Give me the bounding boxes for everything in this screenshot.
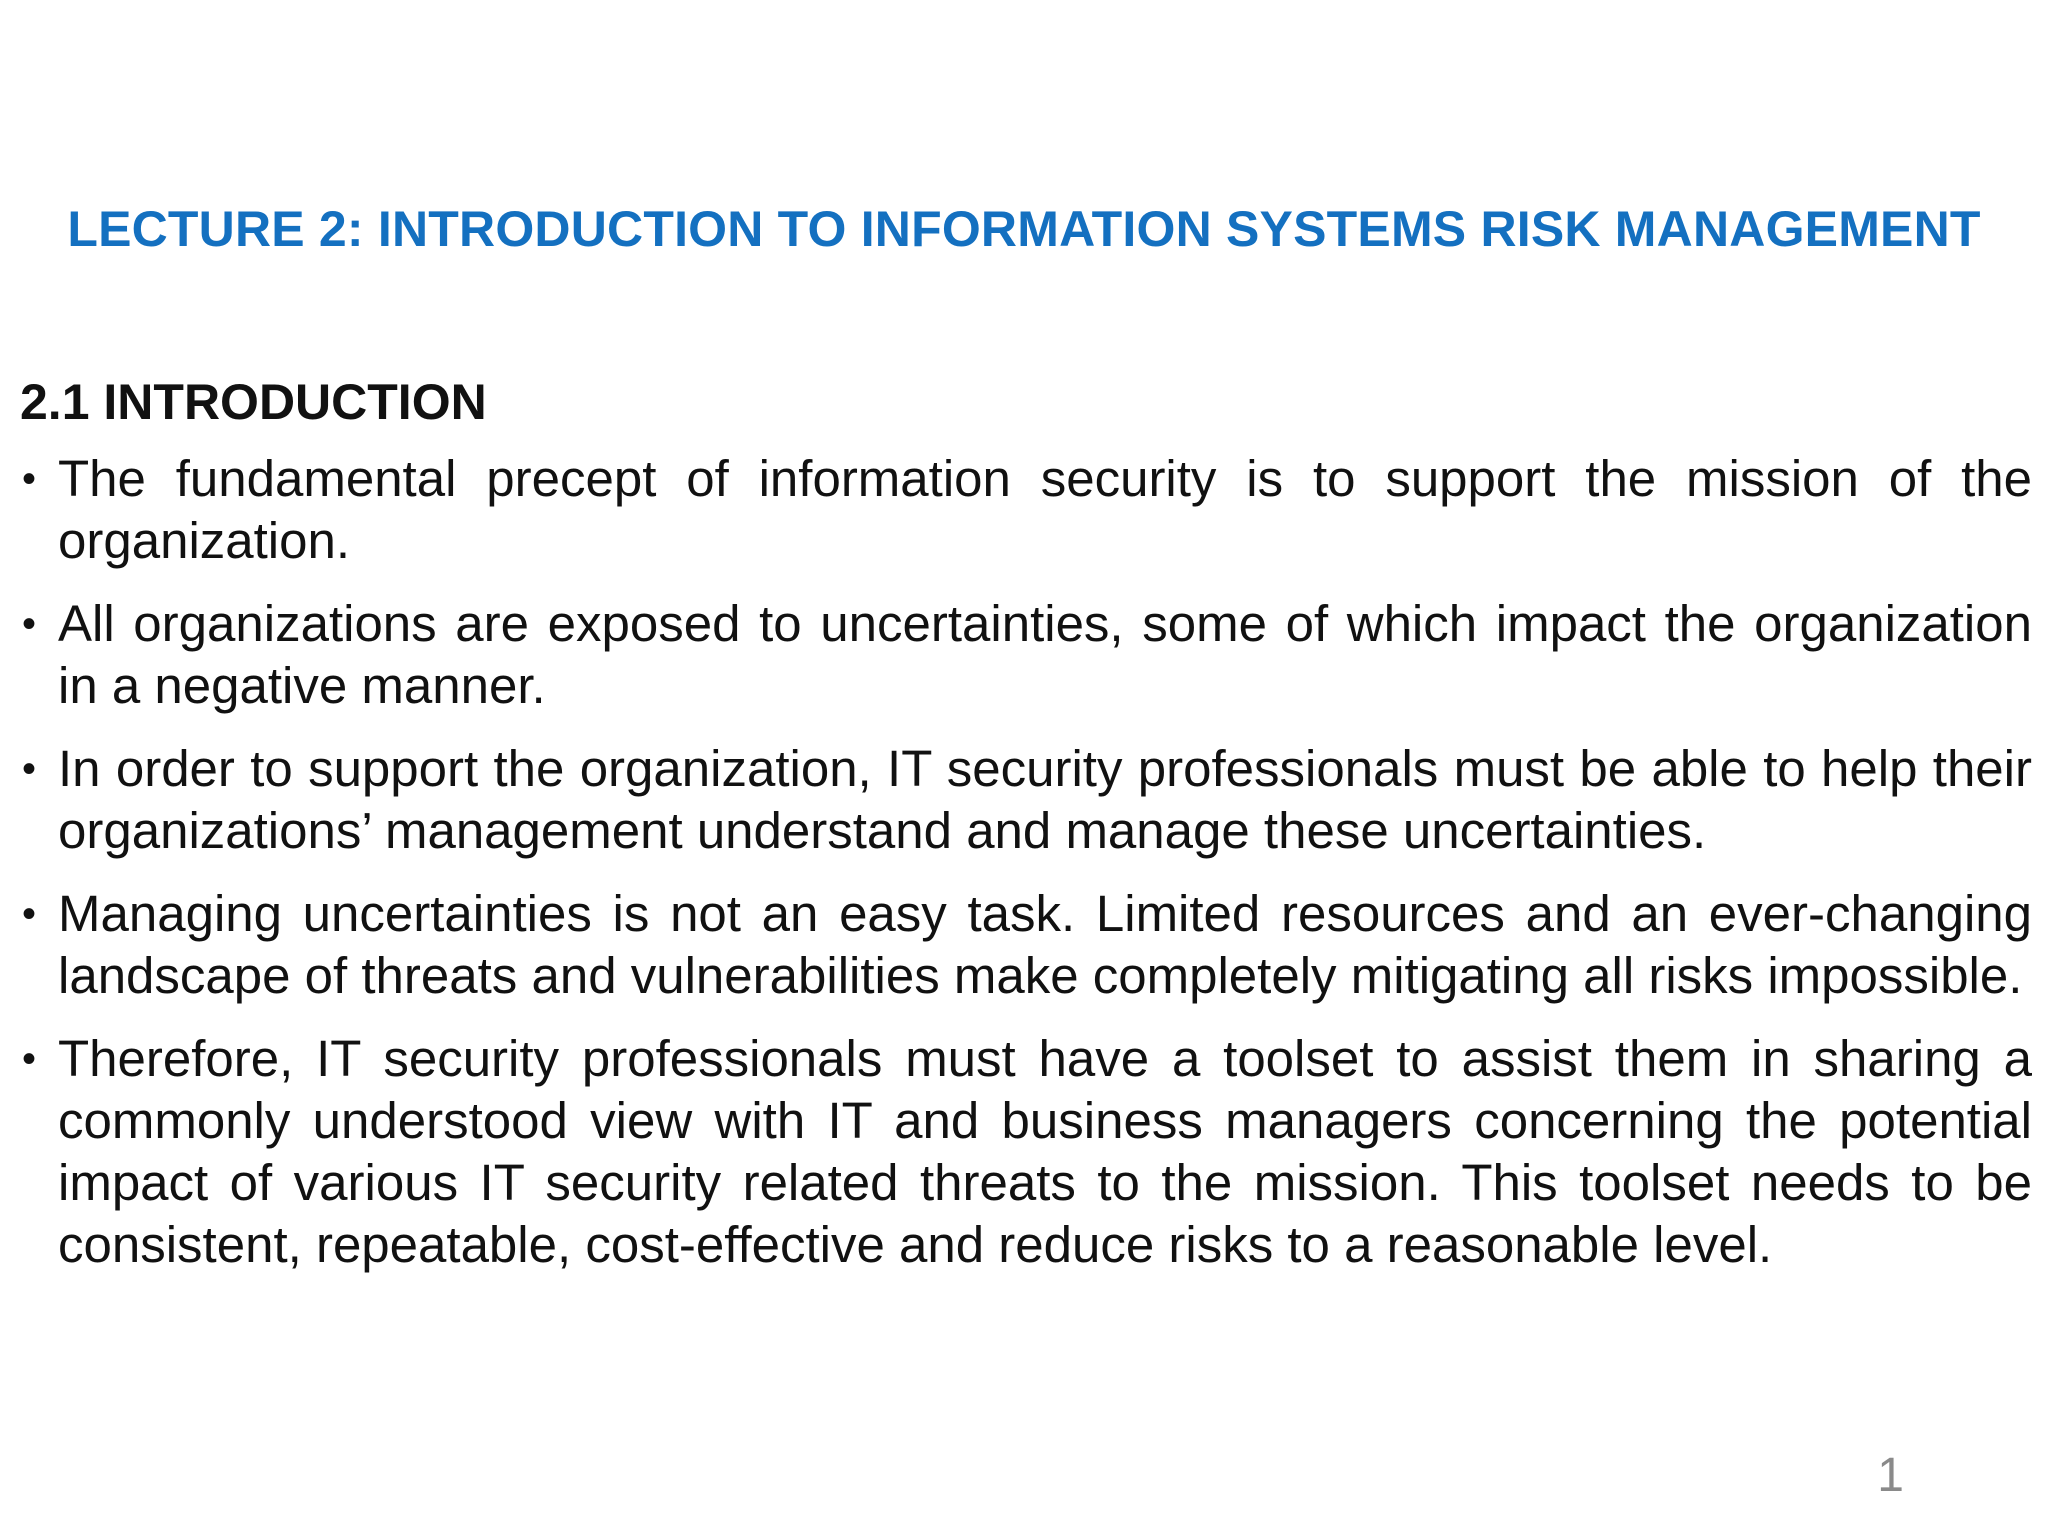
bullet-text: In order to support the organization, IT security professionals must be able to help their organizations’ management understand and manage these uncertainties. xyxy=(58,740,2032,859)
bullet-icon: • xyxy=(22,1037,37,1081)
bullet-icon: • xyxy=(22,457,37,501)
slide-title: LECTURE 2: INTRODUCTION TO INFORMATION SYSTEMS RISK MANAGEMENT xyxy=(67,201,1981,257)
bullet-icon: • xyxy=(22,747,37,791)
bullet-text: All organizations are exposed to uncertainties, some of which impact the organization in a negative manner. xyxy=(58,595,2032,714)
bullet-list xyxy=(22,448,2032,1297)
bullet-text: Therefore, IT security professionals must have a toolset to assist them in sharing a commonly understood view with IT and business managers concerning the potential impact of various IT security related threats to the mission. This toolset needs to be consistent, repeatable, cost-effective and reduce risks to a reasonable level. xyxy=(58,1030,2032,1273)
section-heading: 2.1 INTRODUCTION xyxy=(20,374,487,430)
bullet-item xyxy=(22,1028,2032,1276)
bullet-icon: • xyxy=(22,602,37,646)
bullet-item xyxy=(22,448,2032,572)
bullet-item xyxy=(22,738,2032,862)
bullet-text: The fundamental precept of information security is to support the mission of the organization. xyxy=(58,450,2032,569)
bullet-icon: • xyxy=(22,892,37,936)
page-number: 1 xyxy=(1877,1449,1904,1502)
bullet-item xyxy=(22,593,2032,717)
bullet-item xyxy=(22,883,2032,1007)
bullet-text: Managing uncertainties is not an easy task. Limited resources and an ever-changing landscape of threats and vulnerabilities make completely mitigating all risks impossible. xyxy=(58,885,2032,1004)
